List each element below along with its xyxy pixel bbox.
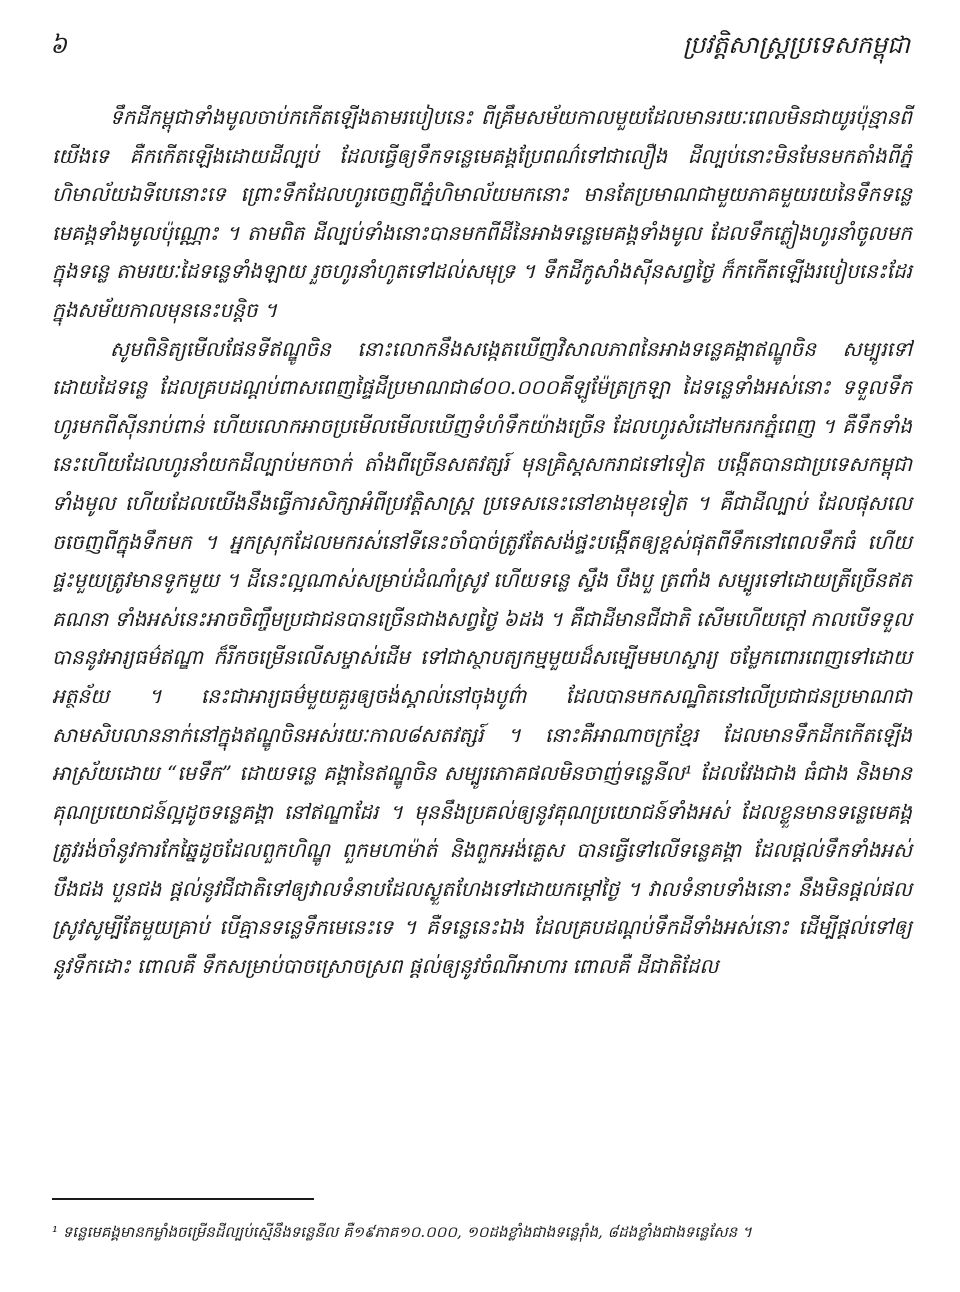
page-number: ៦ [50,31,67,59]
footnote-divider [52,1198,314,1200]
paragraph-1: ទឹកដីកម្ពុជាទាំងមូលចាប់កកើតឡើងតាមរបៀបនេះ ពីគ្រឹមសម័យកាលមួយដែលមានរយៈពេលមិនជាយូរប៉ុន្មានពីយើងទេ គឺកកើតឡើងដោយដីល្បប់ ដែលធ្វើឲ្យទឹកទន្លេមេគង្គប្រែពណ៌ទៅជាលឿង ដីល្បប់នោះមិនមែនមកតាំងពីភ្នំហិមាល័យឯទីបេនោះទេ ព្រោះទឹកដែលហូរចេញពីភ្នំហិមាល័យមកនោះ មានតែប្រមាណជាមួយភាគមួយរយនៃទឹកទន្លេមេគង្គទាំងមូលប៉ុណ្ណោះ ។ តាមពិត ដីល្បប់ទាំងនោះបានមកពីដីនៃអាងទន្លេមេគង្គទាំងមូល ដែលទឹកភ្លៀងហូរនាំចូលមកក្នុងទន្លេ តាមរយៈដៃទន្លេទាំងឡាយ រួចហូរនាំហូតទៅដល់សមុទ្រ ។ ទឹកដីកូសាំងស៊ីនសព្វថ្ងៃ ក៏កកើតឡើងរបៀបនេះដែរ ក្នុងសម័យកាលមុននេះបន្តិច ។ [52,105,912,322]
footnote: ¹ ទន្លេមេគង្គមានកម្លាំងចម្រើនដីល្បប់ស្មើនឹងទន្លេនីល គឺ១៩ភាគ១០.០០០, ១០ដងខ្លាំងជាងទន្លេរ៉ាំង, ៨ដងខ្លាំងជាងទន្លេសែន ។ [52,1223,752,1241]
running-header-title: ប្រវត្តិសាស្ត្រប្រទេសកម្ពុជា [682,31,910,59]
body-text [52,98,912,986]
paragraph-2: សូមពិនិត្យមើលផែនទីឥណ្ឌូចិន នោះលោកនឹងសង្កេតឃើញវិសាលភាពនៃអាងទន្លេគង្គាឥណ្ឌូចិន សម្បូរទៅដោយដៃទន្លេ ដែលគ្របដណ្តប់ពាសពេញផ្ទៃដីប្រមាណជា៨០០.០០០គីឡូម៉ែត្រក្រឡា ដៃទន្លេទាំងអស់នោះ ទទួលទឹកហូរមកពីស៊ីនរាប់ពាន់ ហើយលោកអាចប្រមើលមើលឃើញទំហំទឹកយ៉ាងច្រើន ដែលហូរសំដៅមករកភ្នំពេញ ។ គឺទឹកទាំងនេះហើយដែលហូរនាំយកដីល្បាប់មកចាក់ តាំងពីច្រើនសតវត្សរ៍ មុនគ្រិស្តសករាជទៅទៀត បង្កើតបានជាប្រទេសកម្ពុជាទាំងមូល ហើយដែលយើងនឹងធ្វើការសិក្សាអំពីប្រវត្តិសាស្ត្រ ប្រទេសនេះនៅខាងមុខទៀត ។ គឺជាដីល្បាប់ ដែលផុសលេចចេញពីក្នុងទឹកមក ។ អ្នកស្រុកដែលមករស់នៅទីនេះចាំបាច់ត្រូវតែសង់ផ្ទះបង្កើតឲ្យខ្ពស់ផុតពីទឹកនៅពេលទឹកធំ ហើយផ្ទះមួយត្រូវមានទូកមួយ ។ ដីនេះល្អណាស់សម្រាប់ដំណាំស្រូវ ហើយទន្លេ ស្ទឹង បឹងបួ ត្រពាំង សម្បូរទៅដោយត្រីច្រើនឥតគណនា ទាំងអស់នេះអាចចិញ្ចឹមប្រជាជនបានច្រើនជាងសព្វថ្ងៃ ៦ដង ។ គឺជាដីមានជីជាតិ សើមហើយក្តៅ កាលបើទទួលបាននូវអារ្យធម៌ឥណ្ឌា ក៏រីកចម្រើនលើសម្ចាស់ដើម ទៅជាស្ថាបត្យកម្មមួយដ៏សម្បើមមហស្ចារ្យ ចម្លែកពោរពេញទៅដោយអត្ថន័យ ។ នេះជាអារ្យធម៌មួយគួរឲ្យចង់ស្គាល់នៅចុងបូព៌ា ដែលបានមកសណ្ឋិតនៅលើប្រជាជនប្រមាណជាសាមសិបលាននាក់នៅក្នុងឥណ្ឌូចិនអស់រយៈកាល៨សតវត្សរ៍ ។ នោះគឺអាណាចក្រខ្មែរ ដែលមានទឹកដីកកើតឡើងអាស្រ័យដោយ “មេទឹក” ដោយទន្លេ គង្គានៃឥណ្ឌូចិន សម្បូរភោគផលមិនចាញ់ទន្លេនីល¹ ដែលវែងជាង ធំជាង និងមានគុណប្រយោជន៍ល្អដូចទន្លេគង្គា នៅឥណ្ឌាដែរ ។ មុននឹងប្រគល់ឲ្យនូវគុណប្រយោជន៍ទាំងអស់ ដែលខ្លួនមានទន្លេមេគង្គត្រូវរង់ចាំនូវការកែឆ្នៃដូចដែលពួកហិណ្ឌូ ពួកមហាម៉ាត់ និងពួកអង់គ្លេស បានធ្វើទៅលើទន្លេគង្គា ដែលផ្តល់ទឹកទាំងអស់ បឹងជង បួនជង ផ្តល់នូវជីជាតិទៅឲ្យវាលទំនាបដែលស្ងួតហែងទៅដោយកម្តៅថ្ងៃ ។ វាលទំនាបទាំងនោះ នឹងមិនផ្តល់ផលស្រូវសូម្បីតែមួយគ្រាប់ បើគ្មានទន្លេទឹកមេនេះទេ ។ គឺទន្លេនេះឯង ដែលគ្របដណ្តប់ទឹកដីទាំងអស់នោះ ដើម្បីផ្តល់ទៅឲ្យនូវទឹកដោះ ពោលគឺ ទឹកសម្រាប់បាចស្រោចស្រព ផ្តល់ឲ្យនូវចំណីអាហារ ពោលគឺ ដីជាតិដែល [52,336,912,979]
